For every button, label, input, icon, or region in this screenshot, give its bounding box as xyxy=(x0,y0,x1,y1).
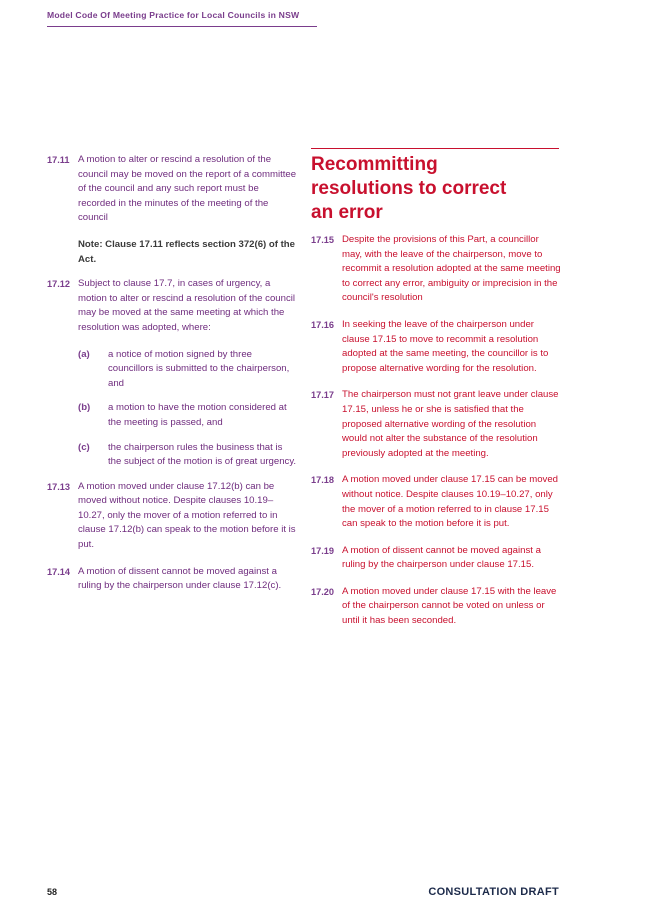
clause-17-17 xyxy=(311,388,561,461)
clause-text: A motion to alter or rescind a resolution of the council may be moved on the report of a committee of the council and any such report must be recorded in the minutes of the meeting of the council xyxy=(78,154,297,224)
subclause-label: (c) xyxy=(78,441,90,453)
clause-17-18 xyxy=(311,473,561,531)
clause-17-16 xyxy=(311,318,561,376)
subclause-text: the chairperson rules the business that is the subject of the motion is of great urgency. xyxy=(108,441,297,468)
clause-text: A motion of dissent cannot be moved against a ruling by the chairperson under clause 17.12(c). xyxy=(78,565,282,592)
clause-number: 17.12 xyxy=(47,279,70,290)
clause-number: 17.18 xyxy=(311,475,334,486)
clause-text: Subject to clause 17.7, in cases of urgency, a motion to alter or rescind a resolution of the council may be moved at the same meeting at which the resolution was adopted, where: xyxy=(78,278,296,333)
section-rule xyxy=(311,148,559,149)
clause-17-13 xyxy=(47,480,297,553)
clause-text: A motion moved under clause 17.15 with the leave of the chairperson cannot be voted on unless or until it has been seconded. xyxy=(342,585,557,627)
note: Note: Clause 17.11 reflects section 372(6) of the Act. xyxy=(78,238,296,265)
clause-17-14 xyxy=(47,565,297,594)
heading-line: an error xyxy=(311,202,383,223)
clause-number: 17.13 xyxy=(47,481,70,492)
subclause-a xyxy=(78,348,297,392)
clause-number: 17.16 xyxy=(311,319,334,330)
subclause-text: a notice of motion signed by three councillors is submitted to the chairperson, and xyxy=(108,348,290,389)
clause-text: The chairperson must not grant leave under clause 17.15, unless he or she is satisfied that the proposed alternative wording of the resolution would not alter the substance of the resolution previously adopted at the meeting. xyxy=(342,389,559,459)
clause-text: A motion moved under clause 17.15 can be moved without notice. Despite clauses 10.19–10.27, only the mover of a motion referred to in clause 17.15 can speak to the motion before it is put. xyxy=(342,474,558,530)
clause-17-20 xyxy=(311,585,561,629)
consultation-draft-label: CONSULTATION DRAFT xyxy=(428,886,559,898)
clause-text: In seeking the leave of the chairperson under clause 17.15 to move to recommit a resolution adopted at the same meeting, the councillor is to propose alternative wording for the resolution. xyxy=(342,318,549,374)
clause-number: 17.20 xyxy=(311,586,334,597)
section-heading xyxy=(311,153,561,225)
running-header: Model Code Of Meeting Practice for Local Councils in NSW xyxy=(47,10,317,27)
clause-17-15 xyxy=(311,233,561,306)
clause-number: 17.15 xyxy=(311,235,334,245)
clause-number: 17.17 xyxy=(311,390,334,401)
page-number: 58 xyxy=(47,887,58,897)
clause-text: Despite the provisions of this Part, a councillor may, with the leave of the chairperson, move to recommit a resolution adopted at the same meeting to correct any error, ambiguity or imprecision in the council's resolution xyxy=(342,234,561,304)
heading-line: resolutions to correct xyxy=(311,178,507,199)
clause-text: A motion of dissent cannot be moved against a ruling by the chairperson under clause 17.15. xyxy=(342,544,541,571)
subclause-text: a motion to have the motion considered at the meeting is passed, and xyxy=(108,402,287,428)
clause-17-11 xyxy=(47,153,297,226)
subclause-b xyxy=(78,401,297,430)
subclause-c xyxy=(78,441,297,470)
clause-text: A motion moved under clause 17.12(b) can be moved without notice. Despite clauses 10.19–10.27, only the mover of a motion referred to in clause 17.12(b) can speak to the motion before it is put. xyxy=(78,480,296,551)
subclause-label: (a) xyxy=(78,348,90,360)
clause-17-19 xyxy=(311,544,561,573)
clause-number: 17.14 xyxy=(47,566,70,577)
subclause-label: (b) xyxy=(78,402,91,414)
clause-17-12 xyxy=(47,277,297,335)
heading-line: Recommitting xyxy=(311,154,438,175)
clause-number: 17.19 xyxy=(311,545,334,556)
right-column xyxy=(311,148,561,641)
left-column xyxy=(47,153,297,606)
clause-number: 17.11 xyxy=(47,155,70,165)
